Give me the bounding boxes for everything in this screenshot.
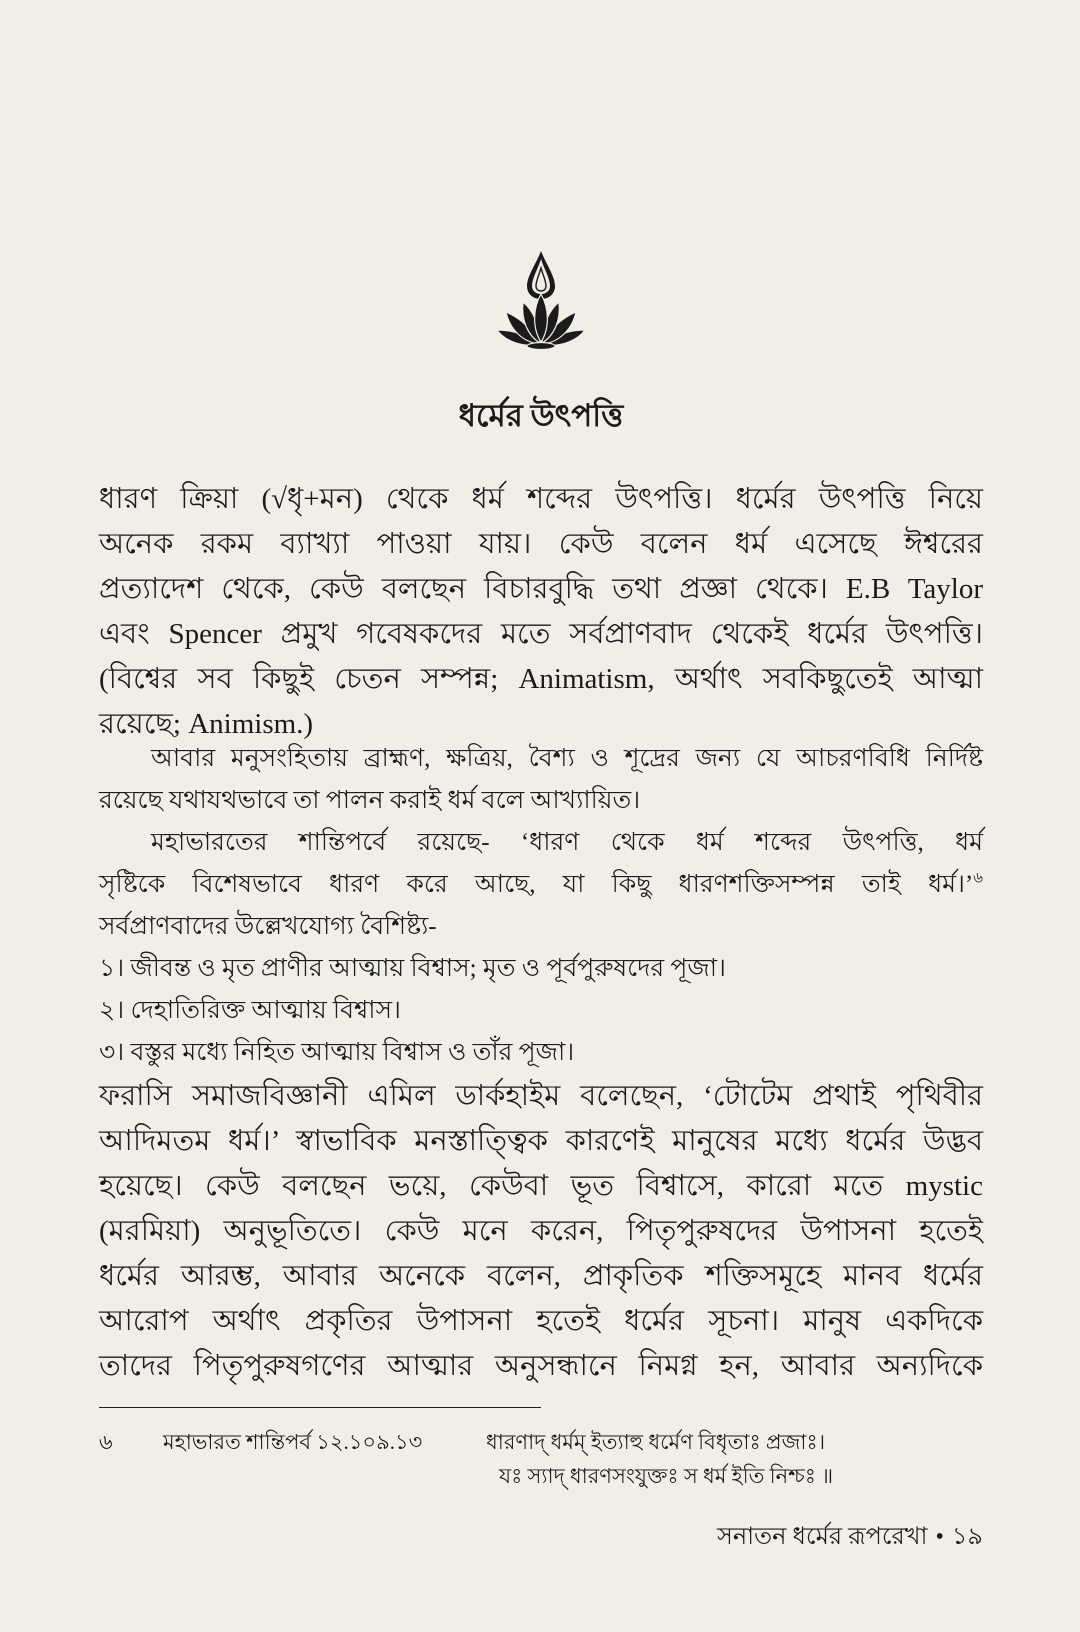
list-item: ৩। বস্তুর মধ্যে নিহিত আত্মায় বিশ্বাস ও তাঁর পূজা।	[99, 1039, 575, 1066]
page-number: ১৯	[951, 1524, 983, 1550]
paragraph-line: রয়েছে যথাযথভাবে তা পালন করাই ধর্ম বলে আখ্যায়িত।	[99, 787, 641, 814]
feature-list	[99, 948, 983, 1074]
footnote	[99, 1425, 983, 1493]
paragraph-4	[99, 1074, 983, 1389]
lotus-icon	[496, 250, 586, 350]
paragraph-line: ধারণ ক্রিয়া (√ধৃ+মন) থেকে ধর্ম শব্দের উৎপত্তি। ধর্মের উৎপত্তি নিয়ে	[99, 483, 983, 515]
paragraph-line: (বিশ্বের সব কিছুই চেতন সম্পন্ন; Animatism, অর্থাৎ সবকিছুতেই আত্মা	[99, 663, 983, 695]
footnote-marker: ৬	[99, 1430, 113, 1454]
paragraph-line: তাদের পিতৃপুরুষগণের আত্মার অনুসন্ধানে নিমগ্ন হন, আবার অন্যদিকে	[99, 1350, 983, 1382]
lotus-ornament	[496, 250, 586, 350]
book-title: সনাতন ধর্মের রূপরেখা	[717, 1524, 928, 1550]
paragraph-line: রয়েছে; Animism.)	[99, 708, 314, 740]
paragraph-line: প্রত্যাদেশ থেকে, কেউ বলছেন বিচারবুদ্ধি তথা প্রজ্ঞা থেকে। E.B Taylor	[99, 573, 983, 605]
paragraph-line: হয়েছে। কেউ বলছেন ভয়ে, কেউবা ভূত বিশ্বাসে, কারো মতে mystic	[99, 1170, 983, 1202]
paragraph-line: (মরমিয়া) অনুভূতিতে। কেউ মনে করেন, পিতৃপুরুষদের উপাসনা হতেই	[99, 1215, 983, 1247]
paragraph-line-text: সৃষ্টিকে বিশেষভাবে ধারণ করে আছে, যা কিছু ধারণশক্তিসম্পন্ন তাই ধর্ম।’	[99, 871, 974, 898]
list-item: ২। দেহাতিরিক্ত আত্মায় বিশ্বাস।	[99, 997, 401, 1024]
subhead-text: সর্বপ্রাণবাদের উল্লেখযোগ্য বৈশিষ্ট্য-	[99, 913, 437, 940]
paragraph-1	[99, 477, 983, 747]
paragraph-2	[99, 738, 983, 822]
list-item: ১। জীবন্ত ও মৃত প্রাণীর আত্মায় বিশ্বাস; মৃত ও পূর্বপুরুষদের পূজা।	[99, 955, 726, 982]
footnote-verse-line: যঃ স্যাদ্ ধারণসংযুক্তঃ স ধর্ম ইতি নিশ্চঃ ॥	[499, 1464, 834, 1488]
section-subhead	[99, 906, 983, 948]
paragraph-line: আদিমতম ধর্ম।’ স্বাভাবিক মনস্তাত্ত্বিক কারণেই মানুষের মধ্যে ধর্মের উদ্ভব	[99, 1125, 983, 1157]
footnote-source: মহাভারত শান্তিপর্ব ১২.১০৯.১৩	[163, 1430, 423, 1454]
text-column	[99, 0, 983, 1493]
paragraph-line-with-footnote	[99, 864, 983, 906]
paragraph-line: অনেক রকম ব্যাখ্যা পাওয়া যায়। কেউ বলেন ধর্ম এসেছে ঈশ্বরের	[99, 528, 983, 560]
paragraph-line: ফরাসি সমাজবিজ্ঞানী এমিল ডার্কহাইম বলেছেন, ‘টোটেম প্রথাই পৃথিবীর	[99, 1080, 983, 1112]
paragraph-line: এবং Spencer প্রমুখ গবেষকদের মতে সর্বপ্রাণবাদ থেকেই ধর্মের উৎপত্তি।	[99, 618, 983, 650]
paragraph-line: মহাভারতের শান্তিপর্বে রয়েছে- ‘ধারণ থেকে ধর্ম শব্দের উৎপত্তি, ধর্ম	[151, 829, 983, 856]
paragraph-line: আবার মনুসংহিতায় ব্রাহ্মণ, ক্ষত্রিয়, বৈশ্য ও শূদ্রের জন্য যে আচরণবিধি নির্দিষ্ট	[151, 745, 983, 772]
footnote-first-row	[99, 1425, 983, 1459]
footer-separator: •	[935, 1524, 944, 1550]
lotus-flame-inner	[532, 259, 550, 294]
paragraph-line: ধর্মের আরম্ভ, আবার অনেকে বলেন, প্রাকৃতিক শক্তিসমূহে মানব ধর্মের	[99, 1260, 983, 1292]
footnote-divider	[99, 1407, 541, 1408]
chapter-title: ধর্মের উৎপত্তি	[458, 398, 624, 433]
paragraph-3	[99, 822, 983, 906]
footnote-reference: ৬	[973, 870, 983, 887]
lotus-base	[527, 343, 555, 350]
paragraph-line: আরোপ অর্থাৎ প্রকৃতির উপাসনা হতেই ধর্মের সূচনা। মানুষ একদিকে	[99, 1305, 983, 1337]
running-footer	[99, 1519, 983, 1555]
footnote-verse-line: ধারণাদ্ ধর্মম্ ইত্যাহু ধর্মেণ বিধৃতাঃ প্রজাঃ।	[486, 1430, 826, 1454]
